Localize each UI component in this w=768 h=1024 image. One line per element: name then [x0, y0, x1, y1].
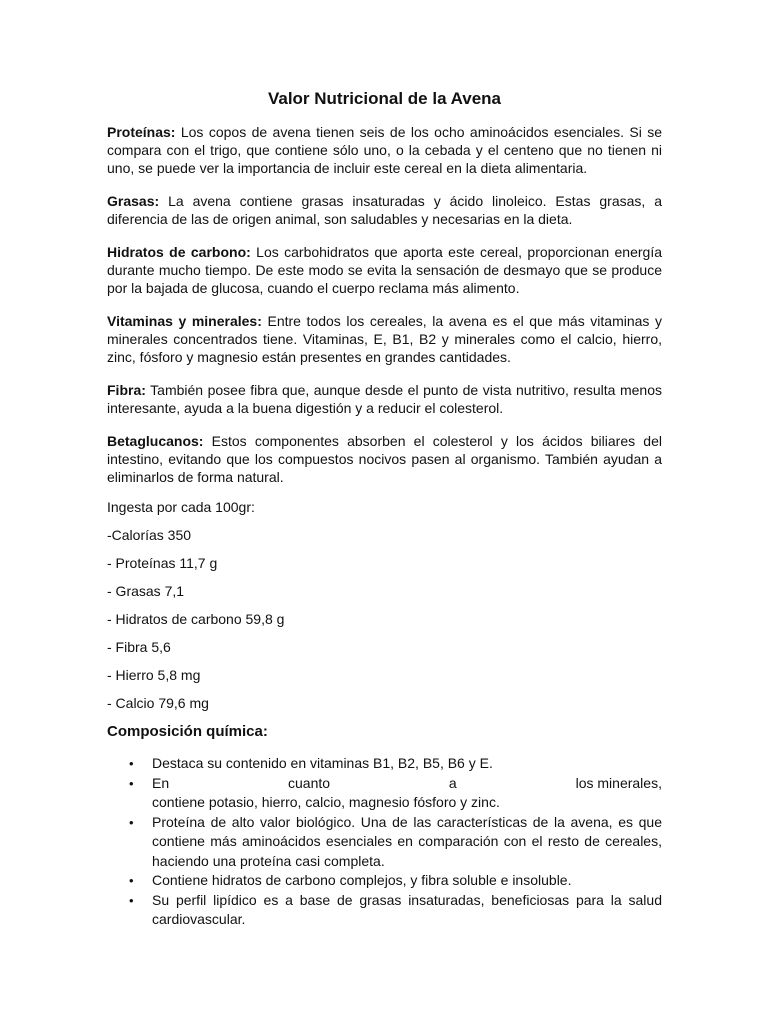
paragraph-label: Betaglucanos: [107, 433, 204, 449]
paragraph-vitaminas [107, 312, 662, 366]
list-item [107, 754, 662, 774]
intake-item: - Calcio 79,6 mg [107, 695, 209, 711]
paragraph-text: Los carbohidratos que aporta este cereal, proporcionan energía durante mucho tiempo. De este modo se evita la sensación de desmayo que se produce por la bajada de glucosa, cuando el cuerpo reclama más alimento. [107, 244, 662, 296]
list-item-text: Su perfil lipídico es a base de grasas insaturadas, beneficiosas para la salud cardiovascular. [152, 891, 662, 927]
intake-item: - Hidratos de carbono 59,8 g [107, 611, 285, 627]
intake-item: - Hierro 5,8 mg [107, 667, 201, 683]
paragraph-text: Estos componentes absorben el colesterol y los ácidos biliares del intestino, evitando que los compuestos nocivos pasen al organismo. También ayudan a eliminarlos de forma natural. [107, 433, 662, 485]
paragraph-text: También posee fibra que, aunque desde el punto de vista nutritivo, resulta menos interesante, ayuda a la buena digestión y a reducir el colesterol. [107, 382, 662, 416]
bullet-icon: • [129, 814, 134, 830]
list-item [107, 774, 662, 813]
paragraph-label: Grasas: [107, 193, 160, 209]
list-item [107, 891, 662, 930]
paragraph-grasas [107, 192, 662, 228]
paragraph-label: Fibra: [107, 382, 146, 398]
bullet-icon: • [129, 775, 134, 791]
intake-item: - Grasas 7,1 [107, 583, 185, 599]
paragraph-label: Vitaminas y minerales: [107, 313, 262, 329]
list-item-text: contiene potasio, hierro, calcio, magnesio fósforo y zinc. [152, 794, 500, 810]
paragraph-hidratos [107, 243, 662, 297]
list-item-word: cuanto [288, 774, 331, 791]
composition-list [107, 754, 662, 930]
list-item-text: Contiene hidratos de carbono complejos, y fibra soluble e insoluble. [152, 872, 572, 888]
list-item [107, 871, 662, 891]
composition-heading: Composición química: [107, 723, 268, 740]
intake-item: -Calorías 350 [107, 527, 192, 543]
paragraph-text: Los copos de avena tienen seis de los ocho aminoácidos esenciales. Si se compara con el trigo, que contiene sólo uno, o la cebada y el centeno que no tienen ni uno, se puede ver la importancia de incluir este cereal en la dieta alimentaria. [107, 124, 662, 176]
paragraph-label: Hidratos de carbono: [107, 244, 251, 260]
list-item-text: Destaca su contenido en vitaminas B1, B2, B5, B6 y E. [152, 755, 493, 771]
bullet-icon: • [129, 873, 134, 888]
list-item [107, 813, 662, 872]
intake-item: - Fibra 5,6 [107, 639, 171, 655]
list-item-word: a [448, 774, 457, 791]
paragraph-text: La avena contiene grasas insaturadas y ácido linoleico. Estas grasas, a diferencia de las de origen animal, son saludables y necesarias en la dieta. [107, 193, 662, 227]
document-page [107, 88, 662, 930]
document-title: Valor Nutricional de la Avena [267, 89, 502, 108]
bullet-icon: • [129, 756, 134, 771]
intake-header: Ingesta por cada 100gr: [107, 499, 255, 515]
list-item-word: los minerales, [575, 774, 662, 791]
list-item-text: Proteína de alto valor biológico. Una de las características de la avena, es que contiene más aminoácidos esenciales en comparación con el resto de cereales, haciendo una proteína casi completa. [152, 813, 662, 869]
paragraph-proteinas [107, 123, 662, 177]
paragraph-label: Proteínas: [107, 124, 176, 140]
paragraph-fibra [107, 381, 662, 417]
paragraph-betaglucanos [107, 432, 662, 486]
list-item-word: En [152, 774, 170, 791]
intake-item: - Proteínas 11,7 g [107, 555, 218, 571]
bullet-icon: • [129, 892, 134, 908]
paragraph-text: Entre todos los cereales, la avena es el que más vitaminas y minerales concentrados tiene. Vitaminas, E, B1, B2 y minerales como el calcio, hierro, zinc, fósforo y magnesio están presentes en grandes cantidades. [107, 313, 663, 365]
spread-line [152, 774, 662, 794]
